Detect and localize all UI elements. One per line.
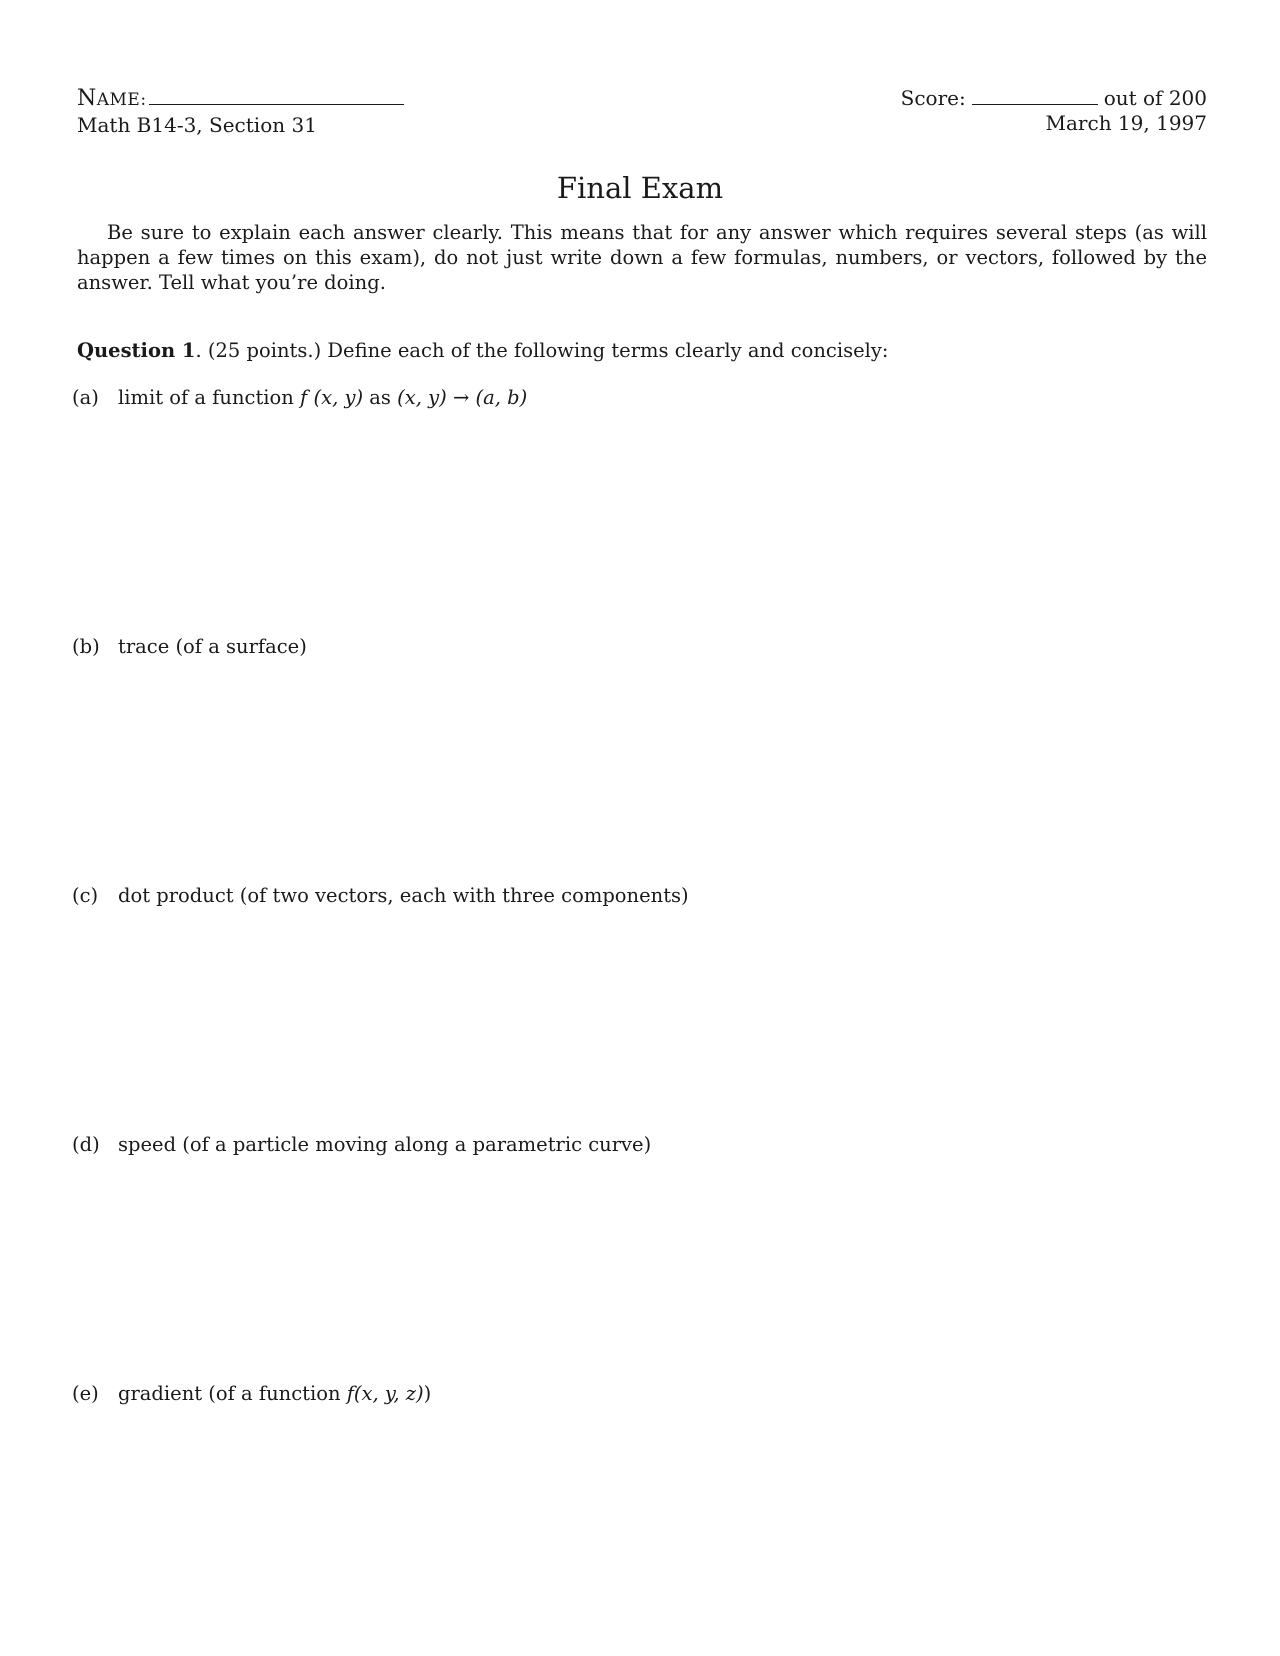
question-1-prompt [77, 338, 888, 363]
part-a-label: (a) [72, 386, 99, 409]
header-left [77, 86, 404, 138]
question-1-label: Question 1 [77, 339, 196, 362]
name-label: NAME: [77, 86, 147, 111]
part-e-text2: ) [423, 1382, 432, 1405]
part-e [72, 1381, 431, 1406]
course-info: Math B14-3, Section 31 [77, 113, 317, 137]
header-right [901, 86, 1207, 136]
page-title: Final Exam [556, 171, 724, 205]
part-b-label: (b) [72, 635, 100, 658]
exam-date: March 19, 1997 [1045, 111, 1207, 135]
part-e-text: gradient (of a function [118, 1382, 347, 1405]
question-1-text: . (25 points.) Define each of the following terms clearly and concisely: [195, 339, 889, 362]
instructions: Be sure to explain each answer clearly. This means that for any answer which requires several steps (as will happen a few times on this exam), do not just write down a few formulas, numbers, or vectors, followed by the answer. Tell what you’re doing. [77, 221, 1207, 294]
part-a [72, 385, 527, 410]
part-a-text2: as [363, 386, 398, 409]
part-c-label: (c) [72, 884, 99, 907]
name-blank[interactable] [149, 86, 404, 105]
part-e-math: f(x, y, z) [346, 1382, 424, 1405]
name-line [77, 86, 404, 113]
part-c [72, 883, 689, 908]
score-line [901, 86, 1207, 111]
score-blank[interactable] [972, 86, 1098, 105]
part-b-text: trace (of a surface) [118, 635, 307, 658]
part-e-label: (e) [72, 1382, 99, 1405]
score-label: Score: [900, 86, 966, 110]
part-d [72, 1132, 651, 1157]
part-a-math2: (x, y) → (a, b) [397, 386, 528, 409]
part-a-math: f (x, y) [300, 386, 364, 409]
part-b [72, 634, 307, 659]
part-a-text: limit of a function [118, 386, 301, 409]
part-d-label: (d) [72, 1133, 100, 1156]
score-suffix: out of 200 [1103, 86, 1207, 110]
part-c-text: dot product (of two vectors, each with three components) [118, 884, 689, 907]
part-d-text: speed (of a particle moving along a parametric curve) [118, 1133, 652, 1156]
